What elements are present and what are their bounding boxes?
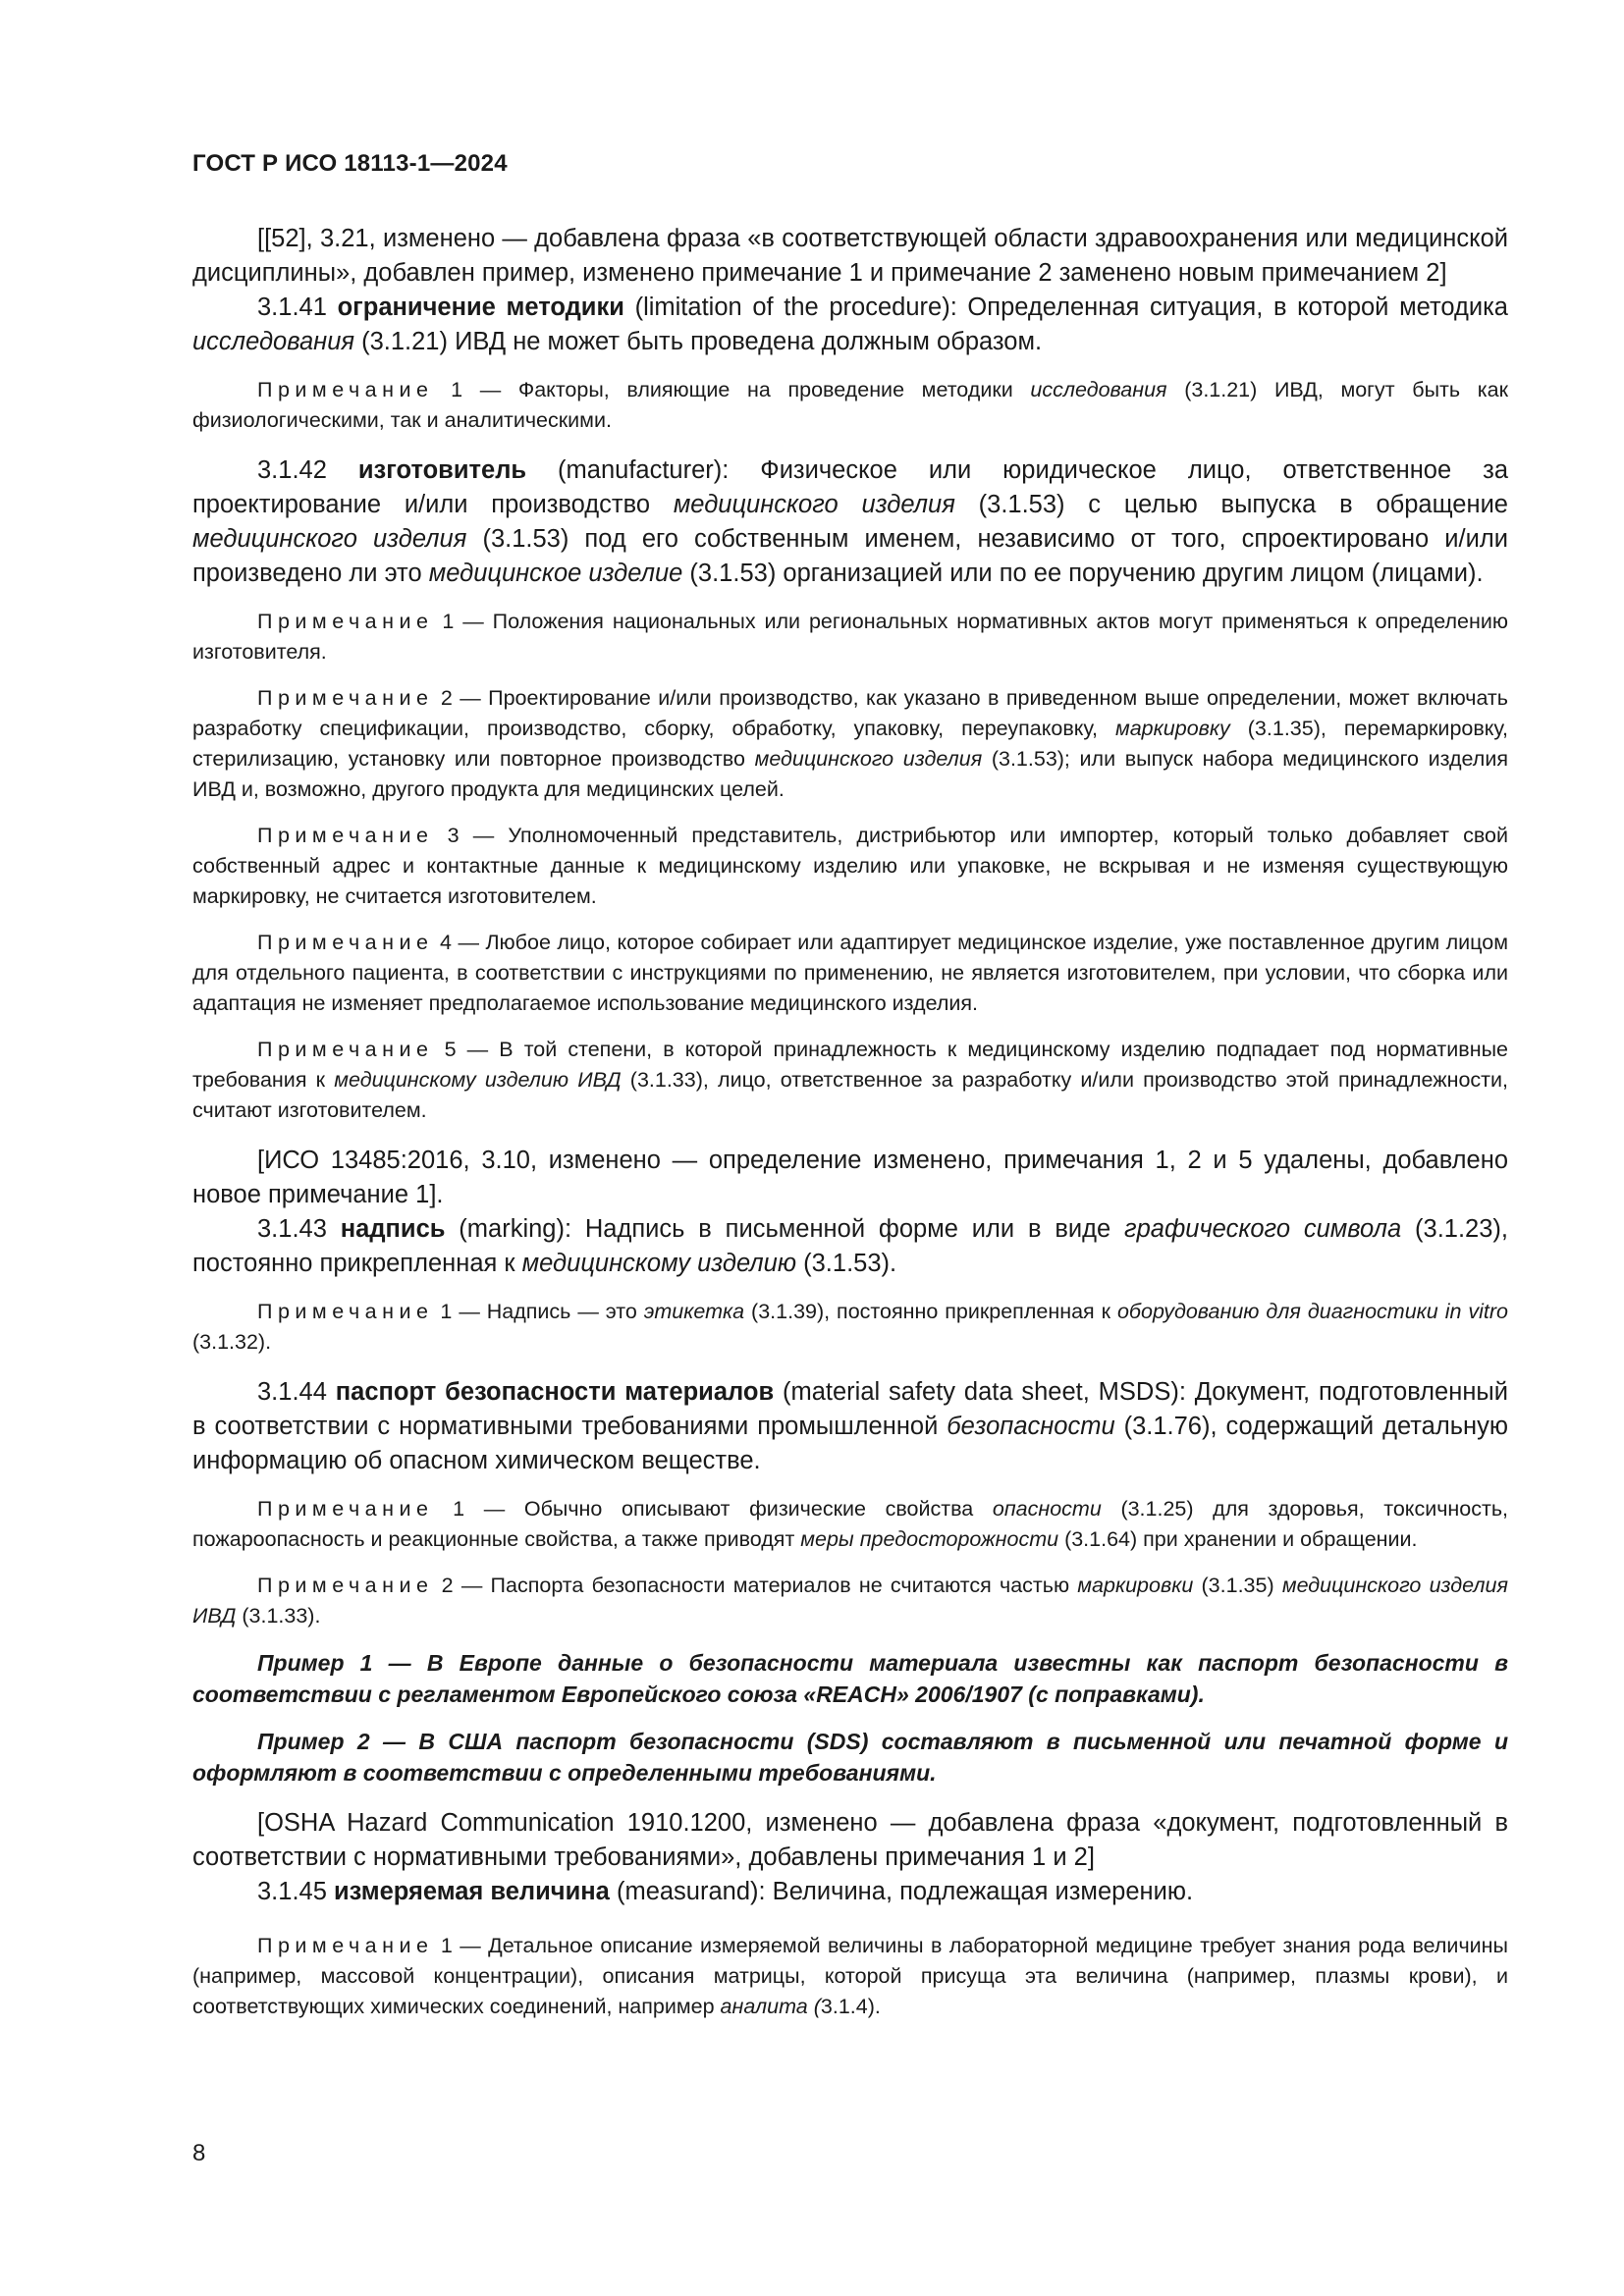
reference-paragraph: [ИСО 13485:2016, 3.10, изменено — определение изменено, примечания 1, 2 и 5 удалены, добавлено новое примечание 1]. — [192, 1147, 1508, 1208]
reference-paragraph: [OSHA Hazard Communication 1910.1200, изменено — добавлена фраза «документ, подготовленный в соответствии с нормативными требованиями», добавлены примечания 1 и 2] — [192, 1809, 1508, 1871]
term-name: паспорт безопасности материалов — [335, 1378, 775, 1406]
note: Примечание 1 — Положения национальных или региональных нормативных актов могут применяться к определению изготовителя. — [192, 610, 1508, 664]
note: Примечание 4 — Любое лицо, которое собирает или адаптирует медицинское изделие, уже поставленное другим лицом для отдельного пациента, в соответствии с инструкциями по применению, не является изготовителем, при условии, что сборка или адаптация не изменяет предполагаемое использование медицинского изделия. — [192, 931, 1508, 1015]
term-name: изготовитель — [357, 456, 527, 484]
term-name: ограничение методики — [337, 294, 624, 321]
page-number: 8 — [192, 2140, 206, 2166]
term-3-1-42: 3.1.42 изготовитель (manufacturer): Физическое или юридическое лицо, ответственное за проектирование и/или производство медицинского изделия (3.1.53) с целью выпуска в обращение медицинского изделия (3.1.53) под его собственным именем, независимо от того, спроектировано и/или произведено ли это медицинское изделие (3.1.53) организацией или по ее поручению другим лицом (лицами). — [192, 456, 1509, 587]
term-3-1-43: 3.1.43 надпись (marking): Надпись в письменной форме или в виде графического символа (3.1.23), постоянно прикрепленная к медицинскому изделию (3.1.53). — [192, 1215, 1508, 1277]
term-3-1-45: 3.1.45 измеряемая величина (measurand): Величина, подлежащая измерению. — [257, 1878, 1194, 1905]
note: Примечание 2 — Паспорта безопасности материалов не считаются частью маркировки (3.1.35) медицинского изделия ИВД (3.1.33). — [192, 1574, 1508, 1628]
note: Примечание 3 — Уполномоченный представитель, дистрибьютор или импортер, который только добавляет свой собственный адрес и контактные данные к медицинскому изделию или упаковке, не вскрывая и не изменяя существующую маркировку, не считается изготовителем. — [192, 824, 1508, 908]
note: Примечание 1 — Факторы, влияющие на проведение методики исследования (3.1.21) ИВД, могут быть как физиологическими, так и аналитическими. — [192, 378, 1508, 432]
term-3-1-41: 3.1.41 ограничение методики (limitation of the procedure): Определенная ситуация, в которой методика исследования (3.1.21) ИВД не может быть проведена должным образом. — [192, 294, 1508, 355]
example: Пример 1 — В Европе данные о безопасности материала известны как паспорт безопасности в соответствии с регламентом Европейского союза «REACH» 2006/1907 (с поправками). — [192, 1650, 1508, 1707]
note: Примечание 2 — Проектирование и/или производство, как указано в приведенном выше определении, может включать разработку спецификации, производство, сборку, обработку, упаковку, переупаковку, маркировку (3.1.35), перемаркировку, стерилизацию, установку или повторное производство медицинского изделия (3.1.53); или выпуск набора медицинского изделия ИВД и, возможно, другого продукта для медицинских целей. — [192, 686, 1509, 801]
note: Примечание 5 — В той степени, в которой принадлежность к медицинскому изделию подпадает под нормативные требования к медицинскому изделию ИВД (3.1.33), лицо, ответственное за разработку и/или производство этой принадлежности, считают изготовителем. — [192, 1038, 1509, 1122]
document-body — [192, 222, 1508, 2022]
term-name: измеряемая величина — [334, 1878, 610, 1905]
reference-paragraph: [[52], 3.21, изменено — добавлена фраза «в соответствующей области здравоохранения или медицинской дисциплины», добавлен пример, изменено примечание 1 и примечание 2 заменено новым примечанием 2] — [192, 225, 1508, 287]
term-3-1-44: 3.1.44 паспорт безопасности материалов (material safety data sheet, MSDS): Документ, подготовленный в соответствии с нормативными требованиями промышленной безопасности (3.1.76), содержащий детальную информацию об опасном химическом веществе. — [192, 1378, 1508, 1474]
note: Примечание 1 — Детальное описание измеряемой величины в лабораторной медицине требует знания рода величины (например, массовой концентрации), описания матрицы, которой присуща эта величина (например, плазмы крови), и соответствующих химических соединений, например аналита (3.1.4). — [192, 1934, 1508, 2018]
note: Примечание 1 — Обычно описывают физические свойства опасности (3.1.25) для здоровья, токсичность, пожароопасность и реакционные свойства, а также приводят меры предосторожности (3.1.64) при хранении и обращении. — [192, 1497, 1509, 1551]
note: Примечание 1 — Надпись — это этикетка (3.1.39), постоянно прикрепленная к оборудованию для диагностики in vitro (3.1.32). — [192, 1300, 1508, 1354]
document-header: ГОСТ Р ИСО 18113-1—2024 — [192, 150, 508, 177]
example: Пример 2 — В США паспорт безопасности (SDS) составляют в письменной или печатной форме и оформляют в соответствии с определенными требованиями. — [192, 1729, 1508, 1786]
term-name: надпись — [340, 1215, 446, 1243]
